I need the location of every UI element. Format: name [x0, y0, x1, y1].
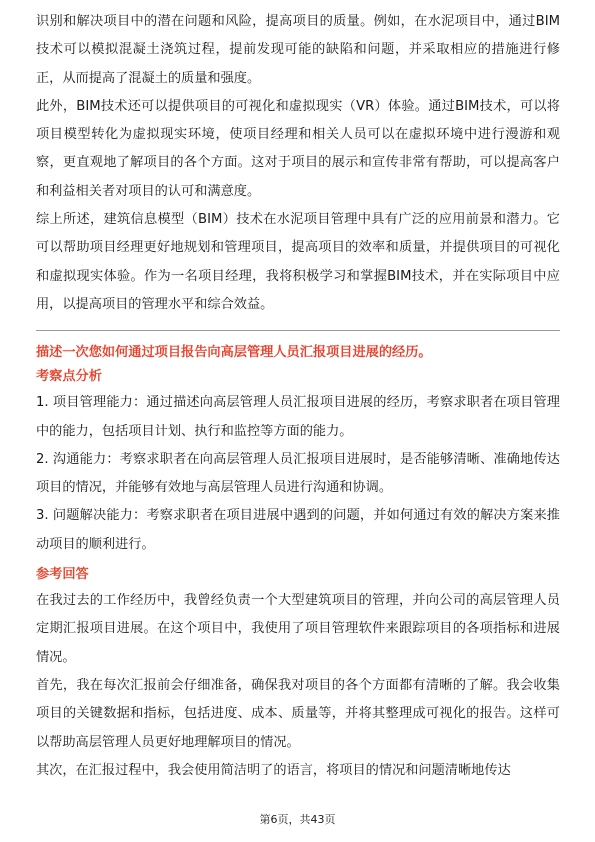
- answer-paragraph: 在我过去的工作经历中，我曾经负责一个大型建筑项目的管理，并向公司的高层管理人员定期汇报项目进展。在这个项目中，我使用了项目管理软件来跟踪项目的各项指标和进展情况。: [36, 593, 560, 665]
- question-title: 描述一次您如何通过项目报告向高层管理人员汇报项目进展的经历。: [36, 345, 432, 361]
- answer-paragraph: 首先，我在每次汇报前会仔细准备，确保我对项目的各个方面都有清晰的了解。我会收集项目的关键数据和指标，包括进度、成本、质量等，并将其整理成可视化的报告。这样可以帮助高层管理人员更好地理解项目的情况。: [36, 677, 560, 750]
- answer-paragraph: 其次，在汇报过程中，我会使用简洁明了的语言，将项目的情况和问题清晰地传达: [36, 762, 511, 778]
- analysis-item: 2. 沟通能力：考察求职者在向高层管理人员汇报项目进展时，是否能够清晰、准确地传达项目的情况，并能够有效地与高层管理人员进行沟通和协调。: [36, 451, 560, 496]
- analysis-heading: 考察点分析: [36, 369, 102, 385]
- page-content: [36, 8, 560, 785]
- intro-paragraph: 此外，BIM技术还可以提供项目的可视化和虚拟现实（VR）体验。通过BIM技术，可以将项目模型转化为虚拟现实环境，使项目经理和相关人员可以在虚拟环境中进行漫游和观察，更直观地了解项目的各个方面。这对于项目的展示和宣传非常有帮助，可以提高客户和利益相关者对项目的认可和满意度。: [36, 98, 560, 199]
- intro-paragraph: 综上所述，建筑信息模型（BIM）技术在水泥项目管理中具有广泛的应用前景和潜力。它可以帮助项目经理更好地规划和管理项目，提高项目的效率和质量，并提供项目的可视化和虚拟现实体验。作为一名项目经理，我将积极学习和掌握BIM技术，并在实际项目中应用，以提高项目的管理水平和综合效益。: [36, 212, 560, 312]
- intro-paragraph: 识别和解决项目中的潜在问题和风险，提高项目的质量。例如，在水泥项目中，通过BIM技术可以模拟混凝土浇筑过程，提前发现可能的缺陷和问题，并采取相应的措施进行修正，从而提高了混凝土的质量和强度。: [36, 14, 560, 86]
- section-divider: [36, 330, 560, 331]
- analysis-item: 1. 项目管理能力：通过描述向高层管理人员汇报项目进展的经历，考察求职者在项目管理中的能力，包括项目计划、执行和监控等方面的能力。: [36, 395, 560, 439]
- page-number: 第6页，共43页: [259, 813, 336, 826]
- answer-heading: 参考回答: [36, 567, 89, 583]
- analysis-item: 3. 问题解决能力：考察求职者在项目进展中遇到的问题，并如何通过有效的解决方案来推动项目的顺利进行。: [36, 508, 560, 552]
